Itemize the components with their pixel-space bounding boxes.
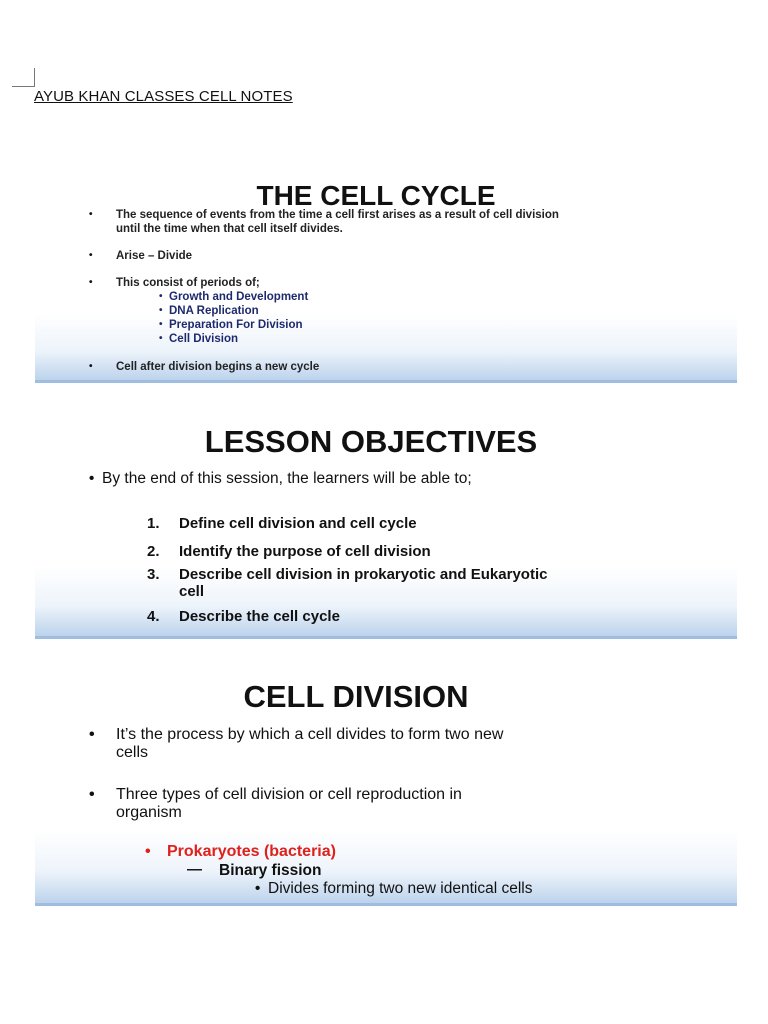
sub-bullet-icon: •: [255, 880, 261, 897]
division-definition-line1: It’s the process by which a cell divides to form two new: [116, 726, 504, 743]
sub-bullet-icon: •: [159, 291, 163, 302]
period-item: Preparation For Division: [169, 319, 303, 331]
binary-fission-description: Divides forming two new identical cells: [268, 880, 533, 897]
division-types-line1: Three types of cell division or cell reproduction in: [116, 786, 462, 803]
binary-fission: Binary fission: [219, 862, 322, 879]
sub-bullet-icon: •: [159, 319, 163, 330]
dash-icon: —: [187, 861, 202, 878]
prokaryotes-heading: Prokaryotes (bacteria): [167, 843, 336, 860]
objectives-lead: By the end of this session, the learners will be able to;: [102, 470, 472, 487]
bullet-icon: •: [89, 470, 95, 487]
bullet-icon: •: [89, 726, 95, 743]
cycle-definition-line1: The sequence of events from the time a cell first arises as a result of cell division: [116, 209, 559, 221]
division-definition-line2: cells: [116, 744, 149, 761]
slide-lesson-objectives: [35, 418, 737, 639]
bullet-icon: •: [89, 361, 93, 372]
bullet-icon: •: [89, 209, 93, 220]
period-item: Cell Division: [169, 333, 239, 345]
objective-text: Identify the purpose of cell division: [179, 543, 431, 560]
sub-bullet-icon: •: [159, 305, 163, 316]
slide-title: THE CELL CYCLE: [256, 180, 496, 211]
slide-title: LESSON OBJECTIVES: [204, 424, 538, 459]
slide-title: CELL DIVISION: [243, 679, 469, 714]
bullet-icon: •: [89, 277, 93, 288]
objective-text: Describe the cell cycle: [179, 608, 340, 625]
period-item: Growth and Development: [169, 291, 309, 303]
slide-cell-cycle: [35, 170, 737, 383]
periods-intro: This consist of periods of;: [116, 277, 260, 289]
sub-bullet-icon: •: [159, 333, 163, 344]
new-cycle: Cell after division begins a new cycle: [116, 361, 320, 373]
arise-divide: Arise – Divide: [116, 250, 193, 262]
objective-number: 3.: [147, 566, 160, 583]
cycle-definition-line2: until the time when that cell itself divides.: [116, 223, 343, 235]
page-corner-mark: [12, 68, 35, 87]
document-title: AYUB KHAN CLASSES CELL NOTES: [34, 88, 293, 105]
red-bullet-icon: •: [145, 843, 151, 860]
objective-number: 1.: [147, 515, 160, 532]
objective-number: 4.: [147, 608, 160, 625]
objective-text: Define cell division and cell cycle: [179, 515, 417, 532]
period-item: DNA Replication: [169, 305, 259, 317]
division-types-line2: organism: [116, 804, 182, 821]
slide-cell-division: [35, 675, 737, 906]
objective-number: 2.: [147, 543, 160, 560]
bullet-icon: •: [89, 250, 93, 261]
objective-text: Describe cell division in prokaryotic and Eukaryotic: [179, 566, 548, 583]
objective-text-continued: cell: [179, 583, 205, 600]
bullet-icon: •: [89, 786, 95, 803]
